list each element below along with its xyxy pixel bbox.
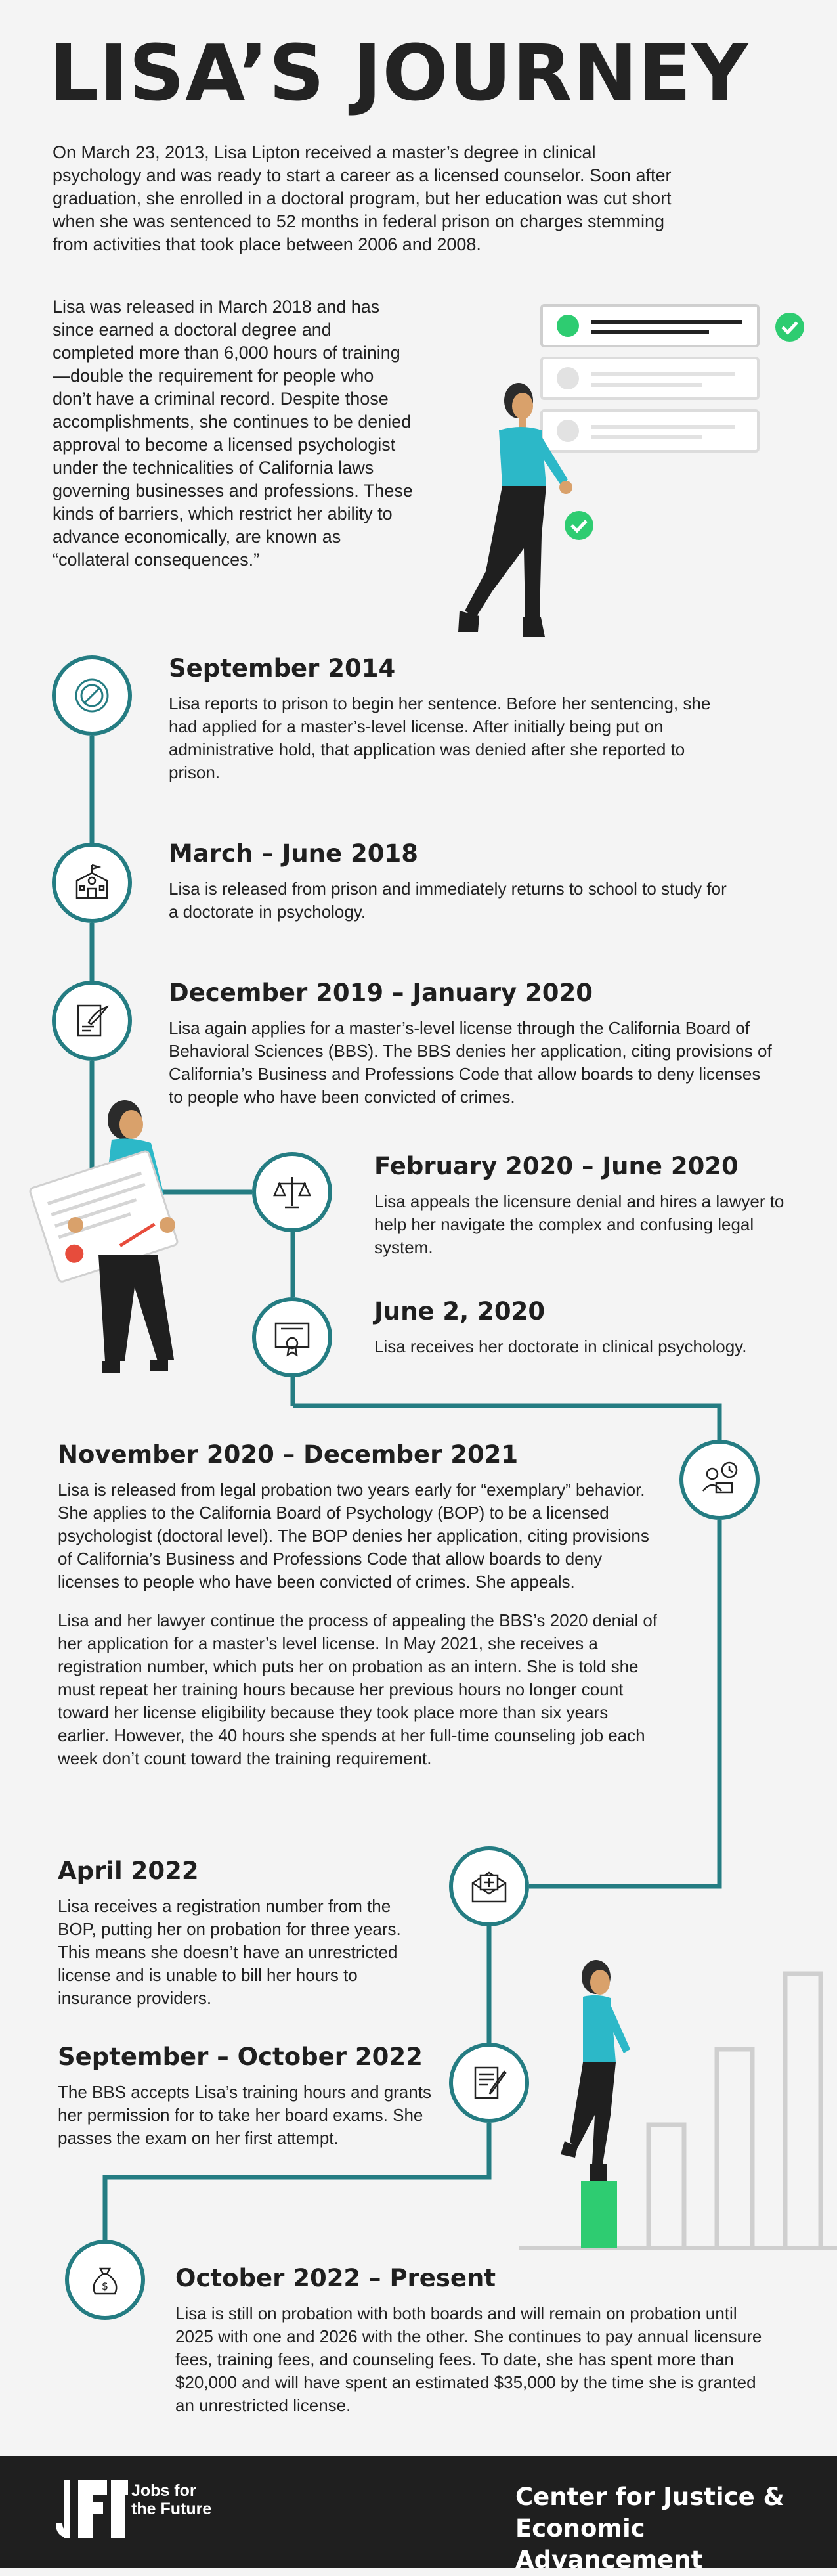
event-sep-oct-2022 — [58, 2043, 432, 2165]
event-description: Lisa again applies for a master’s-level license through the California Board of Behavioral Sciences (BBS). The BBS denies her application, citing provisions of California’s Business and Professions Code that allow boards to deny licenses to people who have been convicted of crimes. — [169, 1018, 772, 1107]
diploma-icon — [252, 1297, 332, 1377]
jff-line-2: the Future — [131, 2500, 212, 2518]
event-apr-2022 — [58, 1857, 432, 2026]
prohibited-icon — [52, 655, 132, 736]
event-oct-2022-present — [175, 2264, 766, 2433]
event-description: Lisa reports to prison to begin her sentence. Before her sentencing, she had applied for a master’s-level license. After initially being put on administrative hold, that application was denied after she reported to prison. — [169, 694, 711, 782]
school-icon — [52, 843, 132, 923]
cjea-line-2: Economic Advancement — [515, 2514, 703, 2574]
cjea-line-1: Center for Justice & — [515, 2483, 784, 2511]
event-description: Lisa is released from legal probation two years early for “exemplary” behavior. She applies to the California Board of Psychology (BOP) to be a licensed psychologist (doctoral level). The BOP denies her application, citing provisions of California’s Business and Professions Code that allow boards to deny licenses to people who have been convicted of crimes. She appeals. — [58, 1480, 649, 1591]
counselor-icon — [679, 1440, 760, 1520]
event-date: February 2020 – June 2020 — [374, 1152, 739, 1180]
event-date: September – October 2022 — [58, 2043, 423, 2071]
event-sep-2014 — [169, 654, 733, 800]
event-date: October 2022 – Present — [175, 2264, 496, 2292]
woman-with-document-illustration — [26, 1090, 236, 1406]
event-feb-jun-2020 — [374, 1152, 807, 1275]
intro-paragraph: On March 23, 2013, Lisa Lipton received a master’s degree in clinical psychology and was ready to start a career as a licensed counselor. Soon after graduation, she enrolled in a doctoral program, but her education was cut short when she was sentenced to 52 months in federal prison on charges stemming from activities that took place between 2006 and 2008. — [53, 143, 672, 254]
event-date: November 2020 – December 2021 — [58, 1440, 519, 1469]
svg-text:$: $ — [101, 2280, 109, 2292]
event-nov-2020-dec-2021 — [58, 1440, 662, 1786]
event-jun-2-2020 — [374, 1297, 807, 1374]
event-description: Lisa receives her doctorate in clinical psychology. — [374, 1337, 747, 1356]
event-description: Lisa is still on probation with both boards and will remain on probation until 2025 with one and 2026 with the other. She continues to pay annual licensure fees, training fees, and counseling fees. To date, she has spent more than $20,000 and will have spent an estimated $35,000 by the time she is granted an unrestricted license. — [175, 2303, 762, 2415]
jff-logo-text — [131, 2481, 211, 2518]
event-dec-2019-jan-2020 — [169, 979, 779, 1124]
event-date: April 2022 — [58, 1857, 199, 1885]
event-date: September 2014 — [169, 654, 396, 682]
event-description: The BBS accepts Lisa’s training hours and grants her permission for to take her board exams. She passes the exam on her first attempt. — [58, 2082, 431, 2148]
event-description: Lisa and her lawyer continue the process of appealing the BBS’s 2020 denial of her application for a master’s level license. In May 2021, she receives a registration number, which puts her on probation as an intern. She is told she must repeat her training hours because her previous hours no longer count toward her license eligibility because they took place more than six years earlier. However, the 40 hours she spends at her full-time counseling job each week don’t count toward the training requirement. — [58, 1610, 658, 1768]
event-description: Lisa appeals the licensure denial and hires a lawyer to help her navigate the complex and confusing legal system. — [374, 1191, 784, 1257]
medical-mail-icon — [449, 1846, 529, 1926]
climbing-illustration — [512, 1938, 837, 2253]
money-bag-icon — [65, 2240, 145, 2320]
bio-paragraph: Lisa was released in March 2018 and has since earned a doctoral degree and completed more than 6,000 hours of training—double the requirement for people who don’t have a criminal record. Despite those accomplishments, she continues to be denied approval to become a licensed psychologist under the technicalities of California laws governing businesses and professions. These kinds of barriers, which restrict her ability to advance economically, are known as “collateral consequences.” — [53, 297, 413, 569]
application-icon — [52, 981, 132, 1061]
event-date: June 2, 2020 — [374, 1297, 546, 1325]
event-date: December 2019 – January 2020 — [169, 979, 593, 1007]
event-mar-jun-2018 — [169, 839, 733, 939]
event-description: Lisa receives a registration number from the BOP, putting her on probation for three years. This means she doesn’t have an unrestricted license and is unable to bill her hours to insurance providers. — [58, 1896, 401, 2008]
event-date: March – June 2018 — [169, 839, 418, 868]
jff-logo-icon — [56, 2476, 128, 2542]
jff-line-1: Jobs for — [131, 2481, 196, 2500]
checklist-illustration — [394, 289, 821, 657]
page-title: LISA’S JOURNEY — [49, 28, 749, 118]
scales-icon — [252, 1152, 332, 1232]
event-description: Lisa is released from prison and immediately returns to school to study for a doctorate in psychology. — [169, 879, 727, 922]
cjea-title — [515, 2481, 837, 2576]
